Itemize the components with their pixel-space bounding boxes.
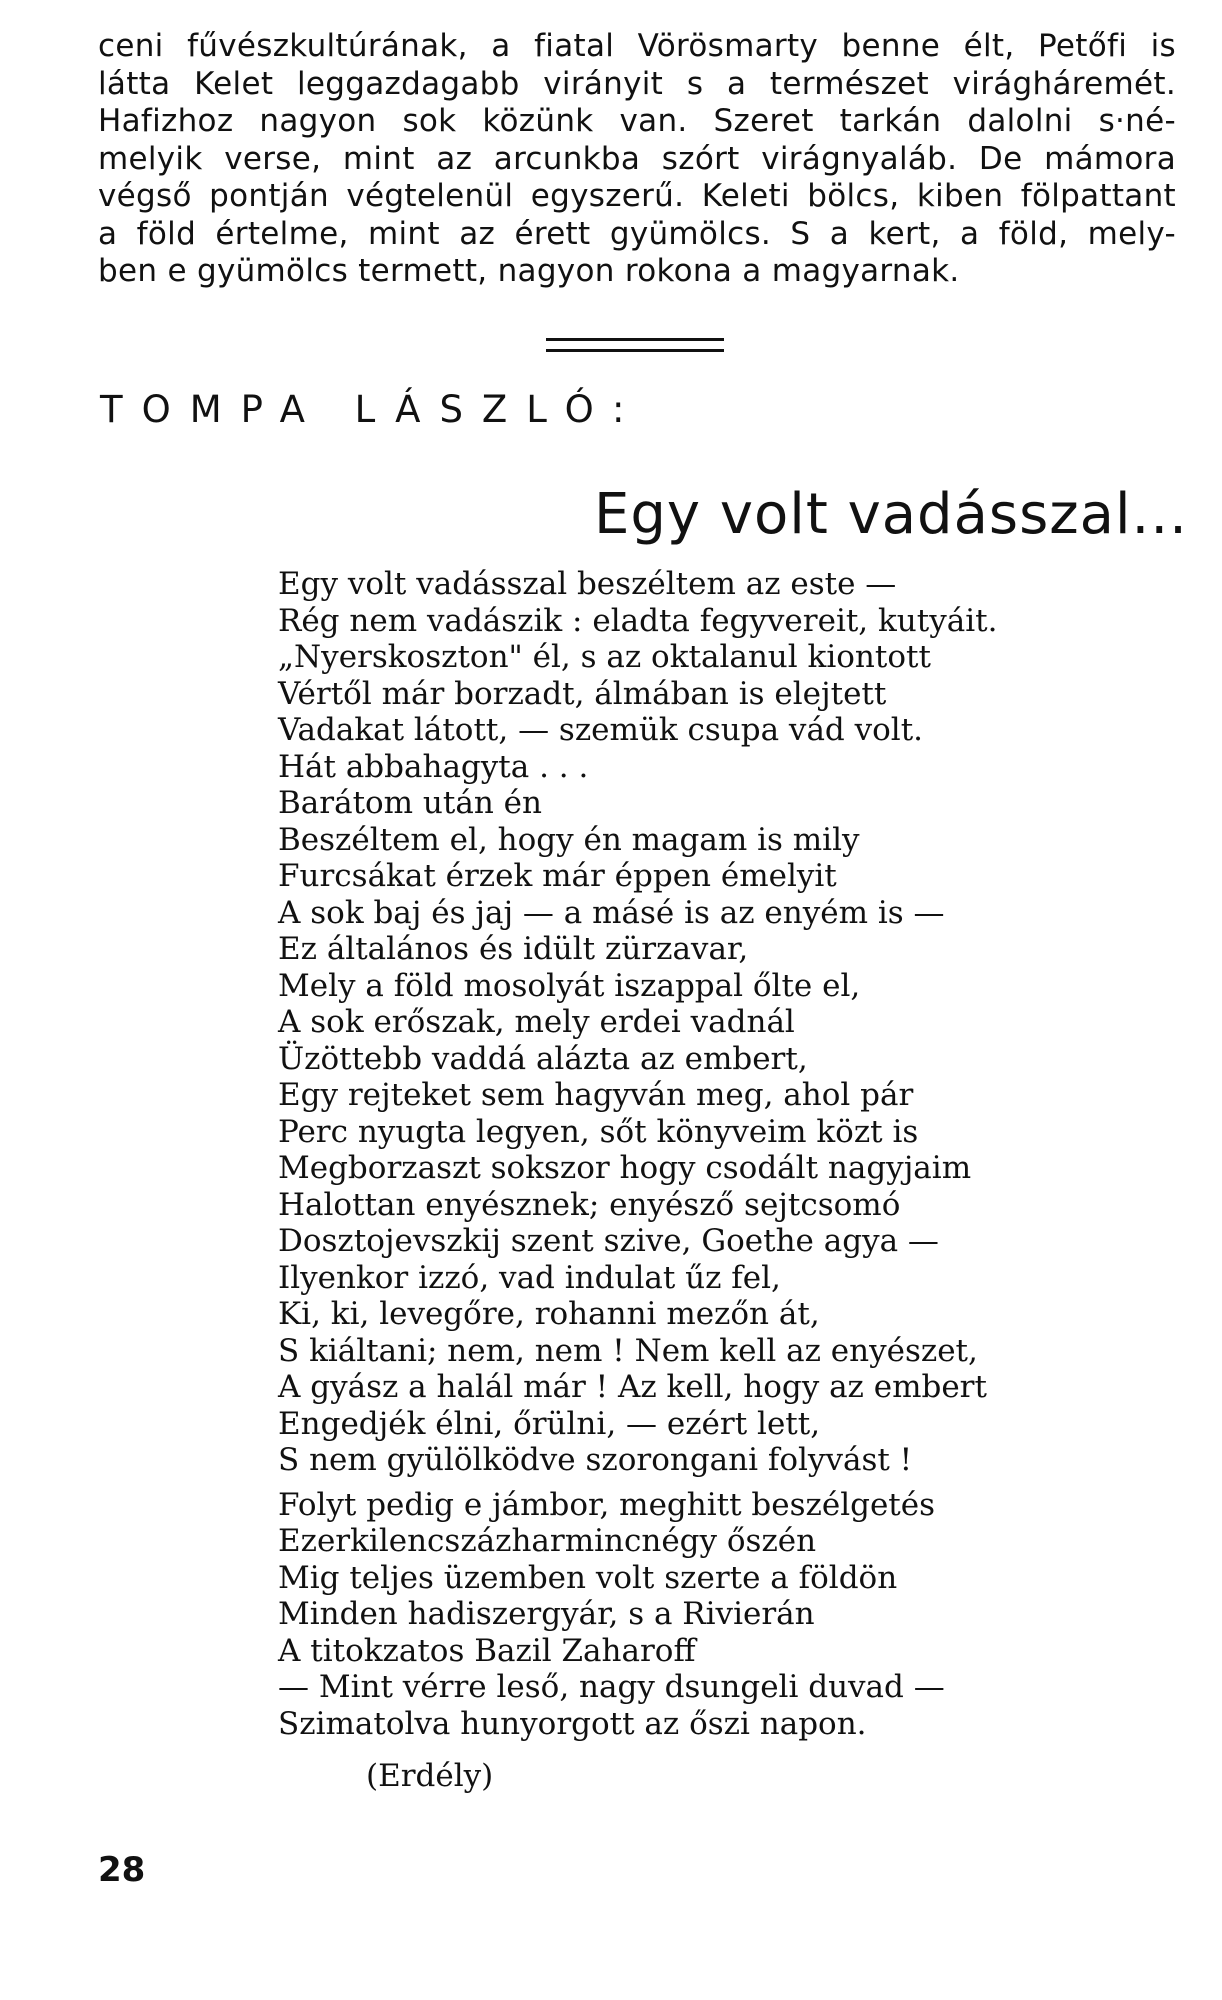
poem-body	[278, 566, 1010, 1742]
poem-line: Halottan enyésznek; enyésző sejtcsomó	[278, 1186, 901, 1223]
poem-line: Ki, ki, levegőre, rohanni mezőn át,	[278, 1296, 820, 1332]
poem-line: Szimatolva hunyorgott az őszi napon.	[278, 1705, 867, 1742]
poem-line: A sok baj és jaj — a másé is az enyém is —	[278, 894, 945, 931]
poem-title: Egy volt vadásszal...	[594, 482, 1188, 547]
poem-line: Engedjék élni, őrülni, — ezért lett,	[278, 1405, 821, 1442]
intro-line: melyik verse, mint az arcunkba szórt virágnyaláb. De mámora	[98, 140, 1176, 177]
section-divider	[546, 338, 724, 352]
poem-line: Megborzaszt sokszor hogy csodált nagyjaim	[278, 1150, 972, 1186]
poem-line: Beszéltem el, hogy én magam is mily	[278, 821, 860, 858]
poem-line: Barátom után én	[278, 785, 542, 821]
stanza-2	[278, 1487, 1010, 1743]
intro-line: látta Kelet leggazdagabb virányit s a természet virágháremét.	[98, 65, 1176, 102]
poem-line: Vadakat látott, — szemük csupa vád volt.	[278, 712, 924, 748]
poem-line: Furcsákat érzek már éppen émelyit	[278, 858, 837, 894]
intro-paragraph	[98, 28, 1176, 291]
poem-line: Hát abbahagyta . . .	[278, 748, 589, 785]
intro-line: a föld értelme, mint az érett gyümölcs. S a kert, a föld, mely-	[98, 215, 1176, 252]
intro-line: ben e gyümölcs termett, nagyon rokona a magyarnak.	[98, 253, 960, 289]
poem-line: Rég nem vadászik : eladta fegyvereit, kutyáit.	[278, 602, 998, 639]
poem-line: A sok erőszak, mely erdei vadnál	[278, 1004, 795, 1040]
poem-line: Mig teljes üzemben volt szerte a földön	[278, 1559, 898, 1596]
poem-line: Üzöttebb vaddá alázta az embert,	[278, 1040, 808, 1077]
poem-line: A titokzatos Bazil Zaharoff	[278, 1632, 696, 1669]
intro-line: végső pontján végtelenül egyszerű. Keleti bölcs, kiben fölpattant	[98, 178, 1176, 214]
poem-line: Egy rejteket sem hagyván meg, ahol pár	[278, 1077, 914, 1113]
poem-line: Egy volt vadásszal beszéltem az este —	[278, 566, 897, 602]
poem-line: Dosztojevszkij szent szive, Goethe agya —	[278, 1223, 939, 1259]
poem-line: Vértől már borzadt, álmában is elejtett	[278, 675, 887, 712]
intro-line: ceni fűvészkultúrának, a fiatal Vörösmarty benne élt, Petőfi is	[98, 28, 1176, 64]
poem-line: Ilyenkor izzó, vad indulat űz fel,	[278, 1259, 781, 1296]
poem-line: Mely a föld mosolyát iszappal őlte el,	[278, 967, 861, 1004]
poem-line: Perc nyugta legyen, sőt könyveim közt is	[278, 1113, 919, 1150]
intro-line: Hafizhoz nagyon sok közünk van. Szeret tarkán dalolni s·né-	[98, 103, 1176, 139]
poem-source: (Erdély)	[366, 1758, 494, 1794]
poem-line: A gyász a halál már ! Az kell, hogy az embert	[278, 1369, 987, 1405]
page-number: 28	[98, 1850, 146, 1890]
poem-line: Folyt pedig e jámbor, meghitt beszélgetés	[278, 1486, 936, 1523]
poem-line: S nem gyülölködve szorongani folyvást !	[278, 1442, 913, 1478]
poem-line: „Nyerskoszton" él, s az oktalanul kiontott	[278, 639, 931, 675]
poem-line: Minden hadiszergyár, s a Rivierán	[278, 1596, 815, 1632]
poem-line: Ezerkilencszázharmincnégy őszén	[278, 1523, 817, 1559]
stanza-1	[278, 566, 1010, 1479]
poem-line: Ez általános és idült zürzavar,	[278, 931, 749, 967]
poem-line: S kiáltani; nem, nem ! Nem kell az enyészet,	[278, 1332, 978, 1369]
author-heading: TOMPA LÁSZLÓ:	[100, 388, 644, 431]
poem-line: — Mint vérre leső, nagy dsungeli duvad —	[278, 1669, 945, 1705]
